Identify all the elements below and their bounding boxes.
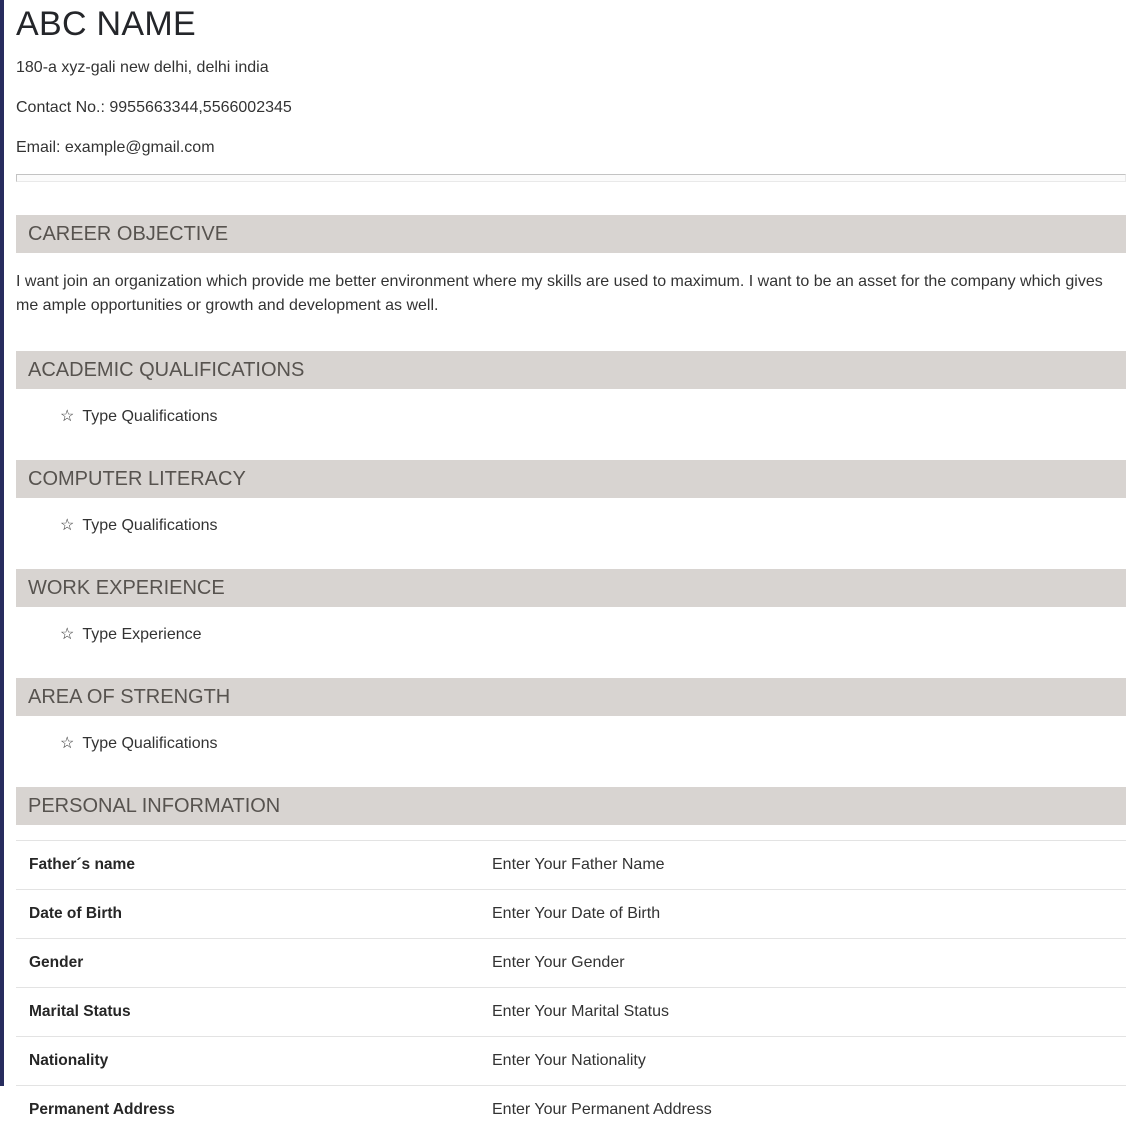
left-accent-bar [0,0,4,1086]
section-header-personal-information: PERSONAL INFORMATION [16,787,1126,825]
table-row-permanent-address [16,1085,1126,1134]
section-header-work-experience: WORK EXPERIENCE [16,569,1126,607]
section-header-academic-qualifications: ACADEMIC QUALIFICATIONS [16,351,1126,389]
header-divider [16,174,1126,182]
row-label: Permanent Address [29,1101,175,1118]
section-header-area-of-strength: AREA OF STRENGTH [16,678,1126,716]
section-header-career-objective: CAREER OBJECTIVE [16,215,1126,253]
row-label: Nationality [29,1052,109,1069]
work-experience-item[interactable] [16,625,1126,645]
personal-information-table [16,840,1126,1134]
marital-status-placeholder[interactable]: Enter Your Marital Status [492,1003,669,1020]
table-row-date-of-birth [16,889,1126,938]
star-bullet-icon: ☆ [60,735,75,752]
table-row-marital-status [16,987,1126,1036]
contact-number-line: Contact No.: 9955663344,5566002345 [16,99,292,116]
star-bullet-icon: ☆ [60,626,75,643]
gender-placeholder[interactable]: Enter Your Gender [492,954,625,971]
row-label: Father´s name [29,856,135,873]
candidate-name: ABC NAME [16,5,196,43]
fathers-name-placeholder[interactable]: Enter Your Father Name [492,856,665,873]
address-line: 180-a xyz-gali new delhi, delhi india [16,59,269,76]
area-of-strength-item[interactable] [16,734,1126,754]
star-bullet-icon: ☆ [60,408,75,425]
computer-literacy-item[interactable] [16,516,1126,536]
table-row-nationality [16,1036,1126,1085]
table-row-gender [16,938,1126,987]
permanent-address-placeholder[interactable]: Enter Your Permanent Address [492,1101,712,1118]
section-header-computer-literacy: COMPUTER LITERACY [16,460,1126,498]
academic-qualifications-item[interactable] [16,407,1126,427]
email-line: Email: example@gmail.com [16,139,215,156]
area-of-strength-placeholder[interactable]: Type Qualifications [82,735,218,752]
star-bullet-icon: ☆ [60,517,75,534]
row-label: Gender [29,954,84,971]
resume-document [16,0,1126,1134]
row-label: Date of Birth [29,905,122,922]
date-of-birth-placeholder[interactable]: Enter Your Date of Birth [492,905,661,922]
work-experience-placeholder[interactable]: Type Experience [82,626,202,643]
career-objective-text: I want join an organization which provide me better environment where my skills are used to maximum. I want to be an asset for the company which gives me ample opportunities or growth and development as well. [16,273,1103,314]
computer-literacy-placeholder[interactable]: Type Qualifications [82,517,218,534]
table-row-fathers-name [16,840,1126,889]
nationality-placeholder[interactable]: Enter Your Nationality [492,1052,646,1069]
academic-qualifications-placeholder[interactable]: Type Qualifications [82,408,218,425]
row-label: Marital Status [29,1003,131,1020]
